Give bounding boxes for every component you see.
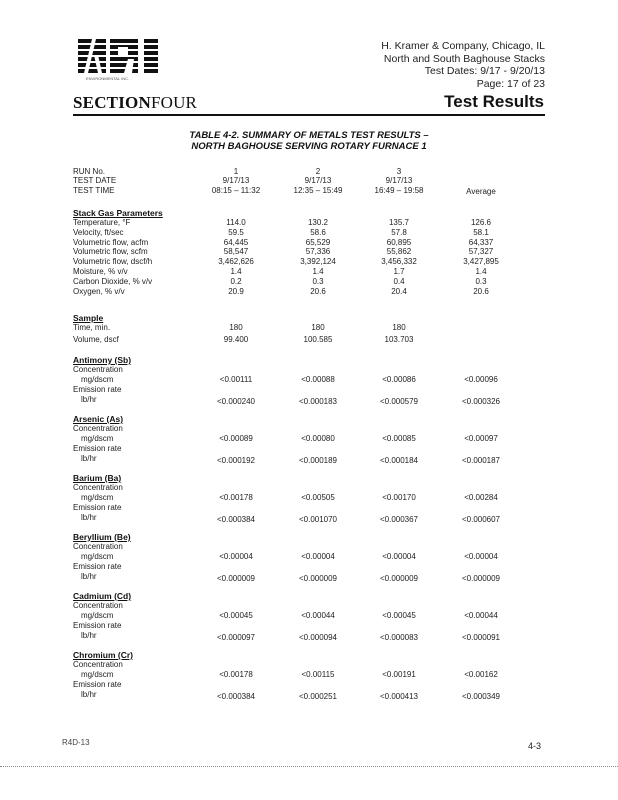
concentration-value: <0.00170 (382, 493, 416, 502)
stack-gas-heading: Stack Gas Parameters (73, 208, 163, 218)
concentration-unit: mg/dscm (81, 434, 114, 443)
run-number: 2 (315, 167, 321, 176)
stack-param-value: 58,547 (223, 247, 249, 257)
stack-param-value: 0.3 (312, 276, 324, 286)
emission-unit: lb/hr (81, 513, 97, 522)
test-date: 9/17/13 (304, 176, 332, 185)
ari-logo (76, 33, 169, 83)
stack-param-value: 20.9 (228, 286, 244, 296)
sample-value: 103.703 (384, 335, 414, 344)
concentration-value: <0.00178 (219, 493, 253, 502)
stack-param-value: 3,392,124 (300, 257, 336, 267)
concentration-label: Concentration (73, 483, 123, 492)
test-date: 9/17/13 (385, 176, 413, 185)
footer-code: R4D-13 (62, 738, 90, 747)
concentration-value: <0.00284 (464, 493, 498, 502)
stack-param-value: 57,327 (468, 247, 494, 257)
concentration-value: <0.00044 (464, 611, 498, 620)
concentration-value: <0.00096 (464, 375, 498, 384)
emission-label: Emission rate (73, 621, 122, 630)
concentration-label: Concentration (73, 365, 123, 374)
emission-value: <0.000413 (379, 692, 419, 701)
stack-param-value: 57,336 (305, 247, 331, 257)
sample-label: Volume, dscf (73, 335, 119, 344)
stack-param-value: 60,895 (386, 237, 412, 247)
concentration-unit: mg/dscm (81, 375, 114, 384)
emission-unit: lb/hr (81, 690, 97, 699)
emission-value: <0.000009 (461, 574, 501, 583)
stack-param-label: Temperature, °F (73, 218, 131, 227)
stack-param-value: 1.4 (475, 267, 487, 276)
test-date: 9/17/13 (222, 176, 250, 185)
stack-param-value: 1.4 (230, 267, 242, 276)
concentration-value: <0.00089 (219, 434, 253, 443)
stack-param-value: 20.6 (310, 286, 326, 296)
stack-param-value: 3,427,895 (463, 257, 499, 267)
concentration-value: <0.00178 (219, 670, 253, 679)
sample-value: 100.585 (303, 335, 333, 344)
section-title-light: FOUR (150, 93, 198, 112)
concentration-value: <0.00088 (301, 375, 335, 384)
metal-heading: Antimony (Sb) (73, 355, 132, 365)
emission-value: <0.001070 (298, 515, 338, 524)
test-time: 12:35 – 15:49 (293, 186, 343, 195)
stack-param-label: Volumetric flow, dscf/h (73, 257, 153, 267)
emission-value: <0.000607 (461, 515, 501, 524)
test-date-label: TEST DATE (73, 176, 117, 185)
emission-value: <0.000009 (216, 574, 256, 583)
stack-param-value: 130.2 (307, 218, 329, 227)
svg-text:ENVIRONMENTAL INC.: ENVIRONMENTAL INC. (86, 76, 130, 81)
metal-heading: Cadmium (Cd) (73, 591, 132, 601)
stack-param-label: Velocity, ft/sec (73, 227, 124, 237)
metal-heading: Arsenic (As) (73, 414, 124, 424)
section-title-bold: SECTION (73, 93, 151, 112)
emission-value: <0.000097 (216, 633, 256, 642)
concentration-unit: mg/dscm (81, 552, 114, 561)
emission-label: Emission rate (73, 680, 122, 689)
concentration-value: <0.00004 (301, 552, 335, 561)
stack-param-label: Oxygen, % v/v (73, 286, 125, 296)
sample-label: Time, min. (73, 323, 111, 332)
concentration-value: <0.00085 (382, 434, 416, 443)
sample-value: 180 (229, 323, 243, 332)
stack-param-value: 3,456,332 (381, 257, 417, 267)
concentration-value: <0.00162 (464, 670, 498, 679)
concentration-value: <0.00044 (301, 611, 335, 620)
metal-heading: Barium (Ba) (73, 473, 122, 483)
stack-param-value: 20.6 (473, 286, 489, 296)
emission-unit: lb/hr (81, 572, 97, 581)
bottom-dotted-line (0, 766, 618, 768)
section-title (73, 93, 197, 113)
stack-param-value: 1.4 (312, 267, 324, 276)
emission-value: <0.000009 (379, 574, 419, 583)
stack-param-value: 0.3 (475, 276, 487, 286)
emission-value: <0.000083 (379, 633, 419, 642)
test-time-label: TEST TIME (73, 186, 115, 195)
concentration-value: <0.00086 (382, 375, 416, 384)
concentration-unit: mg/dscm (81, 670, 114, 679)
table-title-line2: NORTH BAGHOUSE SERVING ROTARY FURNACE 1 (191, 141, 427, 152)
test-dates-line: Test Dates: 9/17 - 9/20/13 (424, 65, 545, 77)
emission-label: Emission rate (73, 385, 122, 394)
concentration-value: <0.00080 (301, 434, 335, 443)
stack-param-value: 58.6 (310, 227, 326, 237)
concentration-unit: mg/dscm (81, 493, 114, 502)
stack-param-value: 64,337 (468, 237, 494, 247)
metal-heading: Chromium (Cr) (73, 650, 133, 660)
emission-value: <0.000184 (379, 456, 419, 465)
footer-page: 4-3 (527, 741, 541, 751)
emission-value: <0.000009 (298, 574, 338, 583)
stack-param-label: Carbon Dioxide, % v/v (73, 276, 153, 286)
concentration-value: <0.00111 (219, 375, 253, 384)
page-number-line: Page: 17 of 23 (476, 77, 545, 90)
run-number: 1 (233, 167, 239, 176)
stack-param-value: 126.6 (470, 218, 492, 227)
concentration-label: Concentration (73, 660, 123, 669)
emission-value: <0.000189 (298, 456, 338, 465)
concentration-label: Concentration (73, 424, 123, 433)
sample-value: 180 (311, 323, 325, 332)
concentration-value: <0.00004 (464, 552, 498, 561)
emission-unit: lb/hr (81, 631, 97, 640)
concentration-value: <0.00191 (382, 670, 416, 679)
emission-value: <0.000091 (461, 633, 501, 642)
concentration-value: <0.00004 (382, 552, 416, 561)
sample-value: 99.400 (223, 335, 249, 344)
stack-param-value: 135.7 (388, 218, 410, 227)
average-column-label: Average (466, 187, 496, 196)
stack-param-value: 114.0 (226, 218, 246, 227)
stack-param-label: Moisture, % v/v (73, 267, 128, 276)
results-title: Test Results (444, 92, 544, 111)
stack-param-label: Volumetric flow, acfm (73, 237, 149, 247)
test-time: 16:49 – 19:58 (374, 186, 424, 195)
emission-value: <0.000192 (216, 456, 256, 465)
stack-param-value: 0.4 (393, 276, 405, 286)
sample-value: 180 (392, 323, 406, 332)
emission-value: <0.000384 (216, 692, 256, 701)
emission-value: <0.000349 (461, 692, 501, 701)
concentration-label: Concentration (73, 601, 123, 610)
header-info (381, 40, 545, 90)
stack-param-value: 57.8 (391, 227, 407, 237)
concentration-value: <0.00115 (301, 670, 335, 679)
stack-param-value: 55,862 (386, 247, 412, 257)
stack-param-value: 59.5 (228, 227, 244, 237)
emission-value: <0.000579 (379, 397, 419, 406)
concentration-label: Concentration (73, 542, 123, 551)
emission-unit: lb/hr (81, 395, 97, 404)
emission-label: Emission rate (73, 562, 122, 571)
stack-param-value: 1.7 (393, 267, 405, 276)
emission-value: <0.000251 (298, 692, 338, 701)
test-time: 08:15 – 11:32 (211, 186, 261, 195)
emission-label: Emission rate (73, 503, 122, 512)
emission-value: <0.000240 (216, 397, 256, 406)
emission-value: <0.000183 (298, 397, 338, 406)
emission-value: <0.000094 (298, 633, 338, 642)
emission-value: <0.000367 (379, 515, 419, 524)
sample-heading: Sample (73, 313, 104, 323)
metal-heading: Beryllium (Be) (73, 532, 131, 542)
stack-param-value: 64,445 (223, 237, 249, 247)
stack-param-value: 20.4 (391, 286, 407, 296)
concentration-value: <0.00004 (219, 552, 253, 561)
header-rule (73, 114, 545, 116)
stacks-line: North and South Baghouse Stacks (383, 52, 545, 65)
company-line: H. Kramer & Company, Chicago, IL (381, 40, 545, 52)
emission-value: <0.000187 (461, 456, 501, 465)
concentration-value: <0.00045 (382, 611, 416, 620)
emission-unit: lb/hr (81, 454, 97, 463)
concentration-unit: mg/dscm (81, 611, 114, 620)
table-title-line1: TABLE 4-2. SUMMARY OF METALS TEST RESULTS – (189, 130, 429, 141)
stack-param-value: 3,462,626 (218, 257, 254, 267)
run-number: 3 (396, 167, 402, 176)
stack-param-value: 65,529 (305, 237, 331, 247)
emission-value: <0.000326 (461, 397, 501, 406)
stack-param-label: Volumetric flow, scfm (73, 247, 148, 257)
table-title (0, 130, 618, 152)
concentration-value: <0.00505 (301, 493, 335, 502)
concentration-value: <0.00097 (464, 434, 498, 443)
emission-value: <0.000384 (216, 515, 256, 524)
concentration-value: <0.00045 (219, 611, 253, 620)
run-number-label: RUN No. (73, 167, 106, 176)
emission-label: Emission rate (73, 444, 122, 453)
stack-param-value: 58.1 (473, 227, 489, 237)
stack-param-value: 0.2 (230, 276, 242, 286)
